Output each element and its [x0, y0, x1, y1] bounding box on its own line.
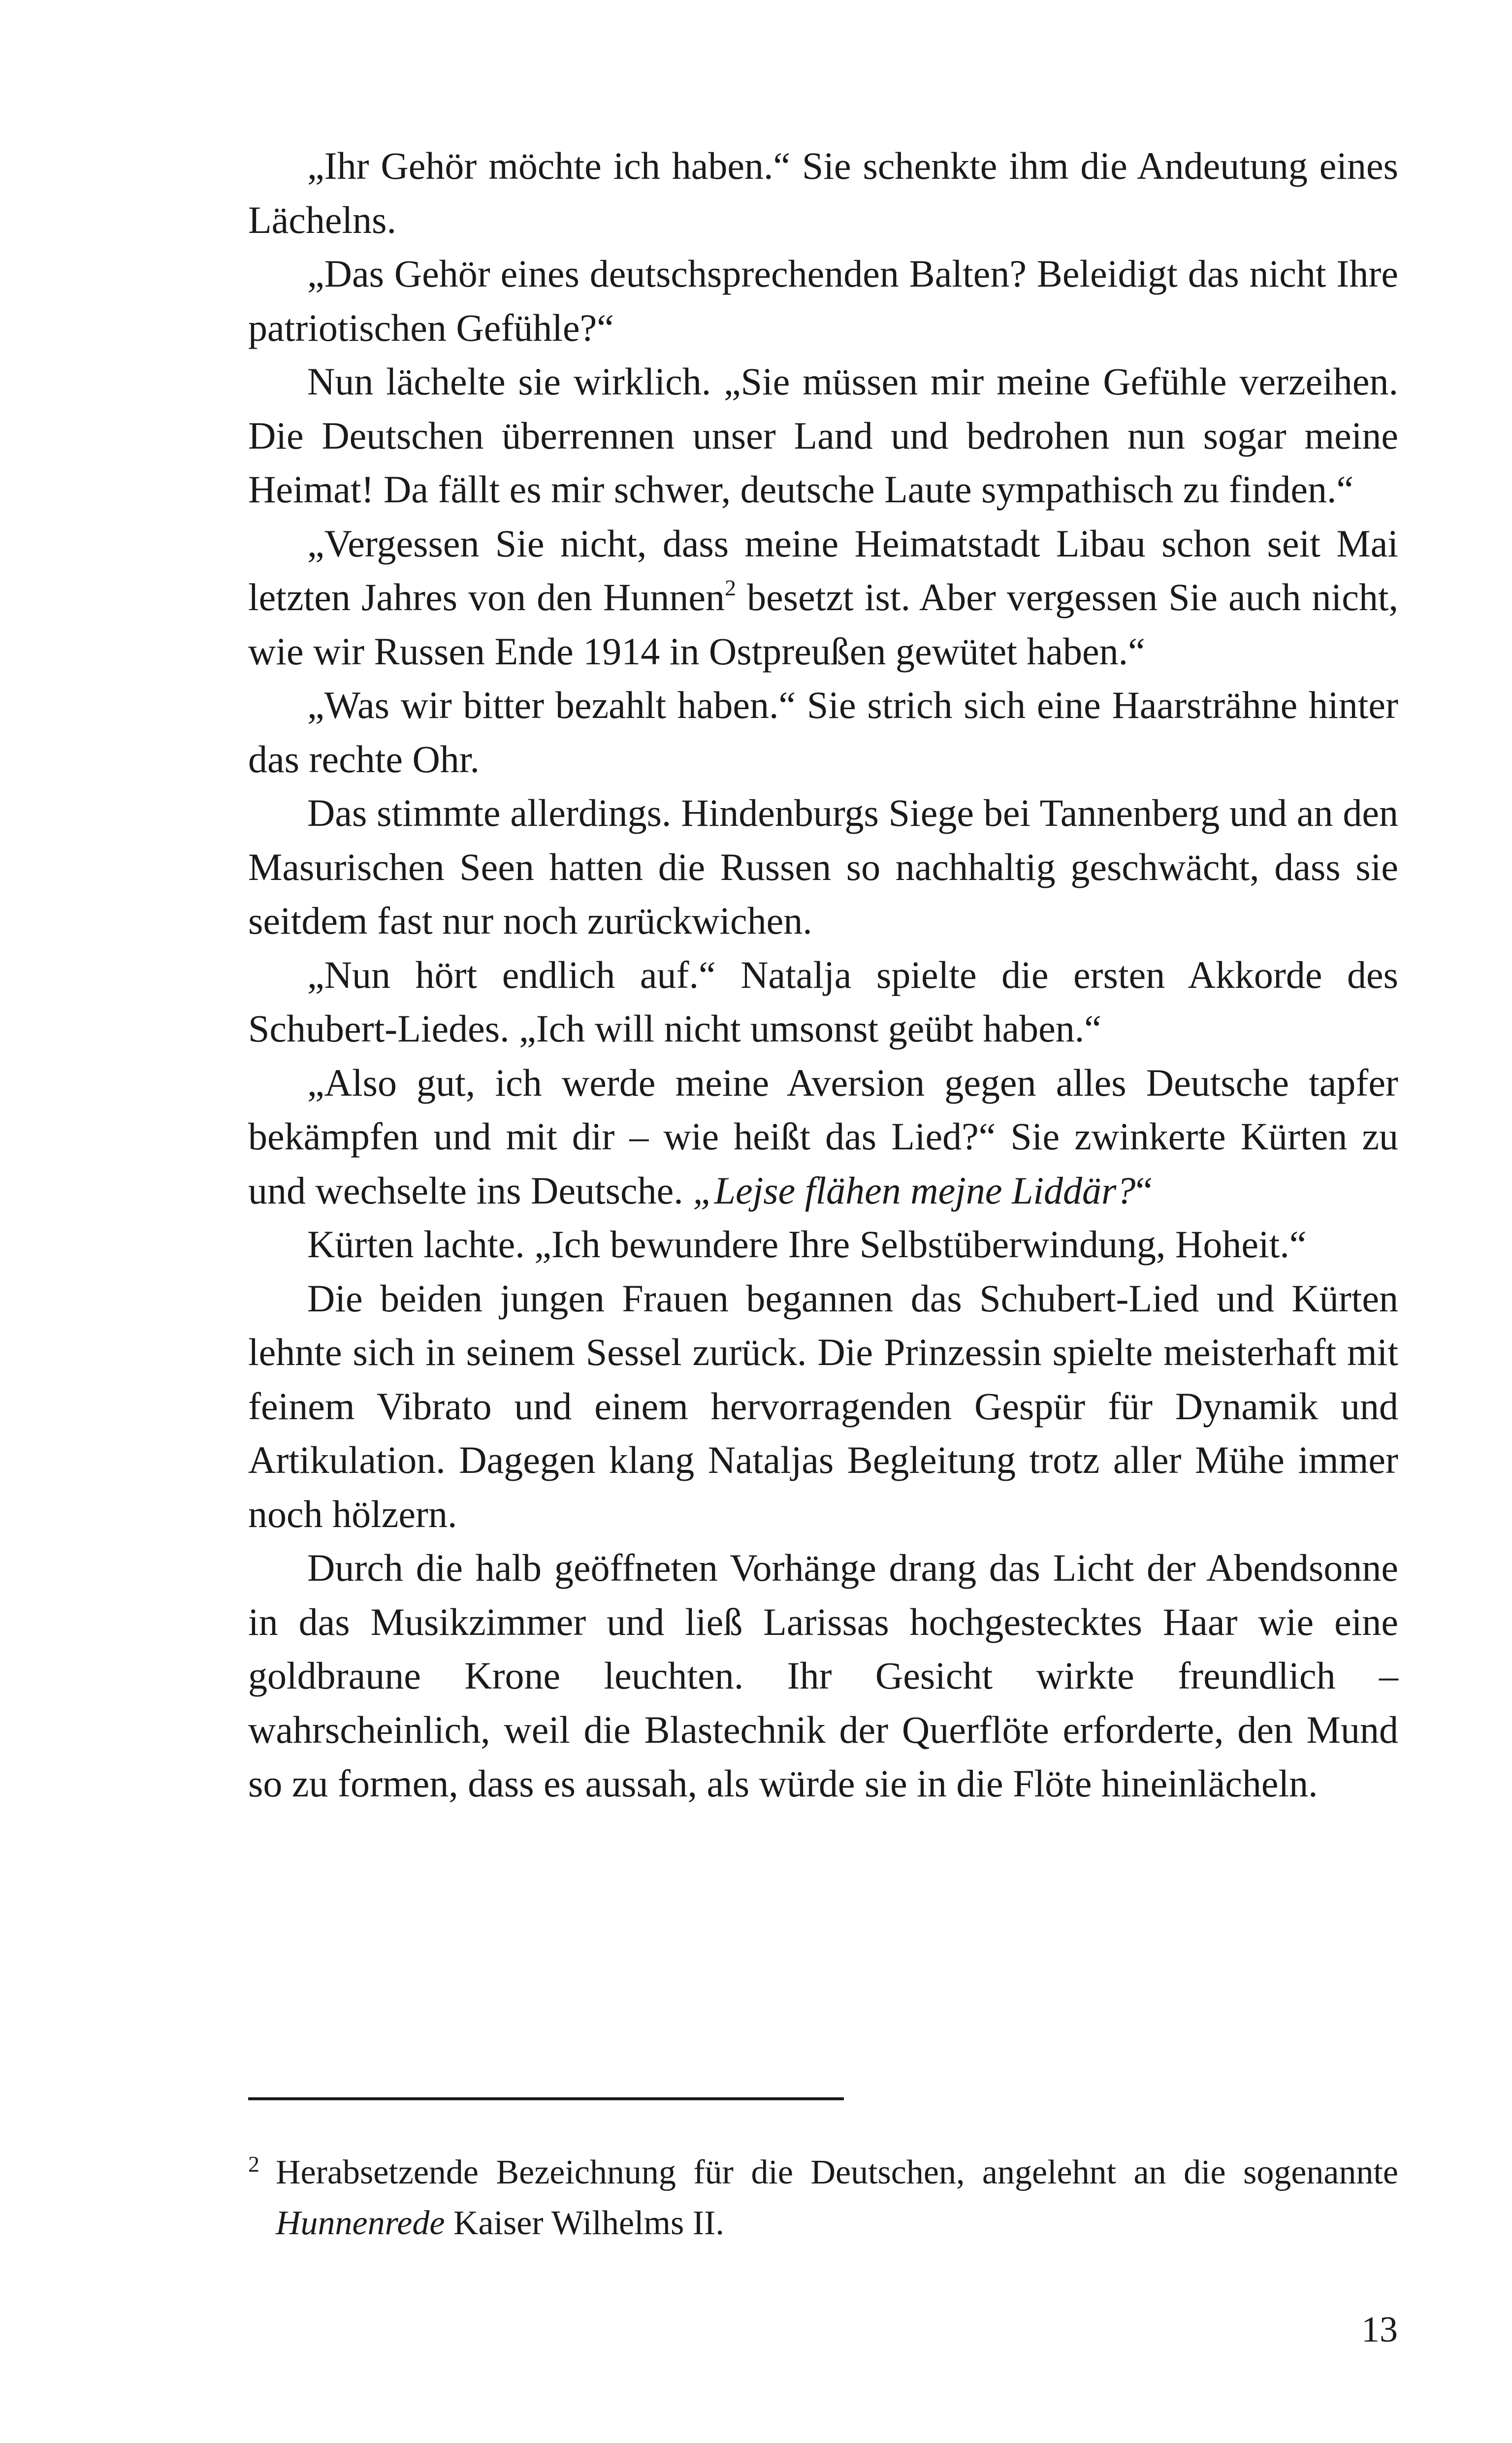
page-number: 13: [1361, 2310, 1398, 2350]
paragraph-6: Das stimmte allerdings. Hindenburgs Siege bei Tannenberg und an den Masurischen Seen hatten die Russen so nachhaltig geschwächt, dass sie seitdem fast nur noch zurückwichen.: [248, 791, 1398, 942]
paragraph-9: Kürten lachte. „Ich bewundere Ihre Selbstüberwindung, Hoheit.“: [307, 1223, 1307, 1266]
paragraph-4-text-after: besetzt ist. Aber vergessen Sie auch nicht, wie wir Russen Ende 1914 in Ostpreußen gewütet haben.“: [248, 576, 1398, 673]
footnote-italic-term: Hunnenrede: [276, 2204, 445, 2242]
paragraph-4-text-before: „Vergessen Sie nicht, dass meine Heimatstadt Libau schon seit Mai letzten Jahres von den Hunnen: [248, 521, 1398, 619]
paragraph-8: [248, 1056, 1398, 1218]
footnote-text-before: Herabsetzende Bezeichnung für die Deutschen, angelehnt an die sogenannte: [276, 2153, 1398, 2191]
paragraph-8-text-before: „Also gut, ich werde meine Aversion gegen alles Deutsche tapfer bekämpfen und mit dir – wie heißt das Lied?“ Sie zwinkerte Kürten zu und wechselte ins Deutsche.: [248, 1061, 1398, 1212]
body-text: [248, 139, 1398, 1811]
paragraph-3: Nun lächelte sie wirklich. „Sie müssen mir meine Gefühle verzeihen. Die Deutschen überrennen unser Land und bedrohen nun sogar meine Heimat! Da fällt es mir schwer, deutsche Laute sympathisch zu finden.“: [248, 360, 1398, 511]
footnote-reference: 2: [725, 575, 736, 600]
paragraph-2: „Das Gehör eines deutschsprechenden Balten? Beleidigt das nicht Ihre patriotischen Gefühle?“: [248, 252, 1398, 349]
footnote-text-after: Kaiser Wilhelms II.: [445, 2204, 724, 2242]
footnote: $^2$ Herabsetzende Bezeichnung für die Deutschen, angelehnt an die sogenannte Hunnenrede Kaiser Wilhelms II.: [248, 2151, 1398, 2242]
paragraph-11: Durch die halb geöffneten Vorhänge drang das Licht der Abendsonne in das Musikzimmer und ließ Larissas hochgestecktes Haar wie eine goldbraune Krone leuchten. Ihr Gesicht wirkte freundlich – wahrscheinlich, weil die Blastechnik der Querflöte erforderte, den Mund so zu formen, dass es aussah, als würde sie in die Flöte hineinlächeln.: [248, 1546, 1398, 1805]
paragraph-5: „Was wir bitter bezahlt haben.“ Sie strich sich eine Haarsträhne hinter das rechte Ohr.: [248, 684, 1398, 781]
paragraph-4: [248, 517, 1398, 679]
paragraph-8-text-after: “: [1135, 1169, 1153, 1212]
song-title-italic: „Lejse flähen mejne Liddär?: [693, 1169, 1136, 1212]
paragraph-10: Die beiden jungen Frauen begannen das Schubert-Lied und Kürten lehnte sich in seinem Sessel zurück. Die Prinzessin spielte meisterhaft mit feinem Vibrato und einem hervorragenden Gespür für Dynamik und Artikulation. Dagegen klang Nataljas Begleitung trotz aller Mühe immer noch hölzern.: [248, 1276, 1398, 1535]
paragraph-7: „Nun hört endlich auf.“ Natalja spielte die ersten Akkorde des Schubert-Liedes. „Ich will nicht umsonst geübt haben.“: [248, 953, 1398, 1050]
footnote-divider: [248, 2097, 844, 2100]
paragraph-1: „Ihr Gehör möchte ich haben.“ Sie schenkte ihm die Andeutung eines Lächelns.: [248, 144, 1398, 241]
